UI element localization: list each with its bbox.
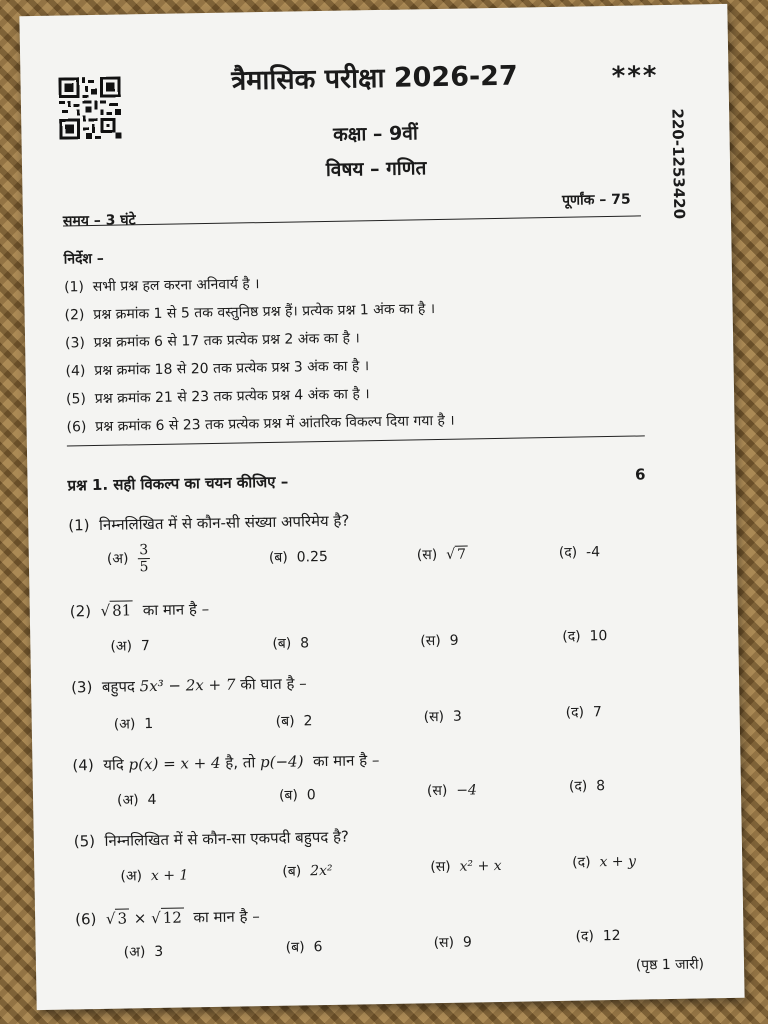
question-2: (2) √ 81 का मान है –: [69, 600, 210, 621]
section-divider: [67, 435, 645, 446]
instructions-heading: निर्देश –: [63, 250, 105, 268]
option-a: (अ) $\frac{3}{5}$: [106, 542, 149, 576]
instruction-item: (6) प्रश्न क्रमांक 6 से 23 तक प्रत्येक प्रश्न में आंतरिक विकल्प दिया गया है ।: [66, 412, 455, 436]
option-b: (ब) 2: [275, 713, 313, 730]
section-heading: प्रश्न 1. सही विकल्प का चयन कीजिए –: [67, 472, 289, 495]
exam-paper: [19, 4, 744, 1010]
option-d: (द) -4: [558, 544, 601, 561]
option-c: (स) 9: [433, 934, 472, 952]
option-d: (द) 12: [575, 927, 621, 945]
section-marks: 6: [634, 465, 646, 484]
option-b: (ब) 8: [272, 635, 310, 652]
option-a: (अ) 4: [116, 791, 157, 809]
instruction-item: (4) प्रश्न क्रमांक 18 से 20 तक प्रत्येक प्रश्न 3 अंक का है ।: [65, 358, 370, 380]
option-b: (ब) 6: [285, 939, 323, 956]
option-d: (द) 8: [568, 778, 606, 795]
option-b: (ब) 0: [278, 787, 316, 804]
subject-line: विषय – गणित: [325, 157, 427, 181]
header-divider: [63, 215, 641, 226]
question-1: (1) निम्नलिखित में से कौन-सी संख्या अपरिमेय है?: [68, 511, 350, 535]
option-a: (अ) 3: [123, 943, 164, 961]
question-4: (4) यदि p(x) = x + 4 है, तो p(−4) का मान है –: [72, 751, 380, 775]
instruction-item: (2) प्रश्न क्रमांक 1 से 5 तक वस्तुनिष्ठ प्रश्न हैं। प्रत्येक प्रश्न 1 अंक का है ।: [64, 301, 436, 324]
option-d: (द) 10: [562, 628, 608, 645]
option-c: (स) √ 7: [416, 546, 467, 564]
paper-code: 220-1253420: [668, 108, 689, 220]
option-c: (स) 3: [423, 708, 463, 726]
option-c: (स) −4: [426, 782, 478, 800]
question-6: (6) √ 3 × √ 12 का मान है –: [74, 907, 260, 929]
option-c: (स) x² + x: [430, 857, 502, 876]
option-a: (अ) x + 1: [120, 867, 189, 885]
fraction: $\frac{3}{5}$: [139, 542, 149, 576]
instruction-item: (3) प्रश्न क्रमांक 6 से 17 तक प्रत्येक प्रश्न 2 अंक का है ।: [64, 330, 360, 352]
option-c: (स) 9: [420, 632, 459, 650]
option-d: (द) 7: [565, 704, 602, 721]
time-allowed: समय – 3 घंटे: [62, 212, 136, 230]
max-marks: पूर्णांक – 75: [561, 191, 631, 209]
page-continued-note: (पृष्ठ 1 जारी): [635, 956, 705, 974]
option-a: (अ) 1: [113, 716, 154, 733]
exam-title: त्रैमासिक परीक्षा 2026-27: [231, 60, 519, 97]
instruction-item: (5) प्रश्न क्रमांक 21 से 23 तक प्रत्येक प्रश्न 4 अंक का है ।: [65, 386, 370, 408]
class-line: कक्षा – 9वीं: [333, 122, 418, 146]
option-d: (द) x + y: [572, 853, 637, 871]
option-b: (ब) 0.25: [268, 548, 329, 566]
instruction-item: (1) सभी प्रश्न हल करना अनिवार्य है ।: [63, 276, 260, 296]
question-3: (3) बहुपद 5x³ − 2x + 7 की घात है –: [70, 674, 307, 697]
option-a: (अ) 7: [110, 638, 150, 655]
option-b: (ब) 2x²: [282, 862, 333, 880]
stars-mark: ***: [611, 61, 659, 92]
question-5: (5) निम्नलिखित में से कौन-सा एकपदी बहुपद है?: [73, 827, 350, 851]
